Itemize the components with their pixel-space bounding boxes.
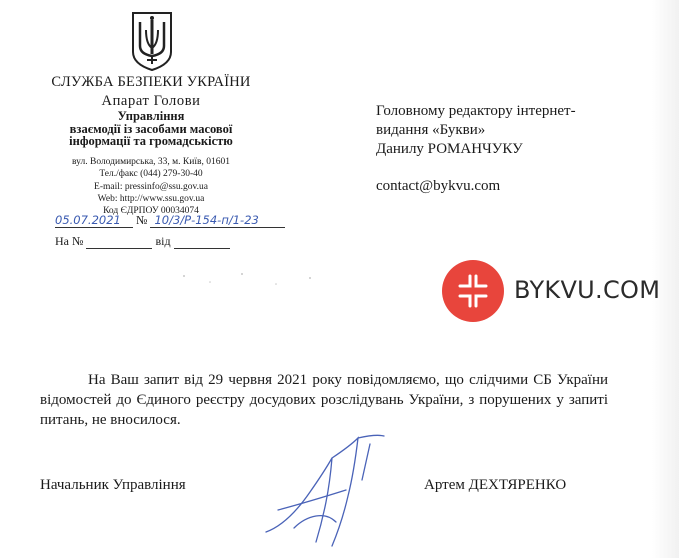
registration-outgoing <box>55 213 285 228</box>
department-line: взаємодії із засобами масової <box>69 121 233 136</box>
addressee-line: Головному редактору інтернет- <box>376 103 576 119</box>
department-name <box>40 110 262 148</box>
phone-text: Тел./факс (044) 279-30-40 <box>99 169 203 180</box>
bykvu-logo-icon <box>442 260 504 322</box>
apparatus-name: Апарат Голови <box>101 93 201 109</box>
addressee-email: contact@bykvu.com <box>376 178 501 194</box>
trident-emblem-icon <box>130 10 174 72</box>
watermark-text: BYKVU.COM <box>514 276 661 304</box>
registration-incoming <box>55 234 285 249</box>
outgoing-date: 05.07.2021 <box>55 213 121 227</box>
agency-name: СЛУЖБА БЕЗПЕКИ УКРАЇНИ <box>51 74 251 90</box>
letterhead-contacts <box>40 156 262 217</box>
scan-specks <box>180 270 320 290</box>
registration-block <box>55 213 285 249</box>
edrpou-text: Код ЄДРПОУ 00034074 <box>103 206 199 217</box>
letter-body <box>40 370 608 430</box>
addressee-line: видання «Букви» <box>376 122 486 138</box>
addressee-block <box>376 102 576 159</box>
department-line: Управління <box>117 109 185 123</box>
web-text: Web: http://www.ssu.gov.ua <box>97 193 205 204</box>
addressee-line: Данилу РОМАНЧУКУ <box>376 141 523 157</box>
department-line: інформації та громадськістю <box>69 134 233 148</box>
signer-title: Начальник Управління <box>40 477 186 493</box>
number-label: № <box>136 213 148 227</box>
body-paragraph: На Ваш запит від 29 червня 2021 року повідомляємо, що слідчими СБ України відомостей до Єдиного реєстру досудових розслідувань України, з порушених у запиті питань, не вносилося. <box>40 372 608 428</box>
ref-label: На № <box>55 234 84 248</box>
signer-name: Артем ДЕХТЯРЕНКО <box>424 477 567 493</box>
from-label: від <box>155 234 171 248</box>
signature-icon <box>258 432 408 550</box>
outgoing-number: 10/3/Р-154-п/1-23 <box>154 213 259 227</box>
email-text: E-mail: pressinfo@ssu.gov.ua <box>94 181 208 192</box>
address-text: вул. Володимирська, 33, м. Київ, 01601 <box>72 157 230 167</box>
